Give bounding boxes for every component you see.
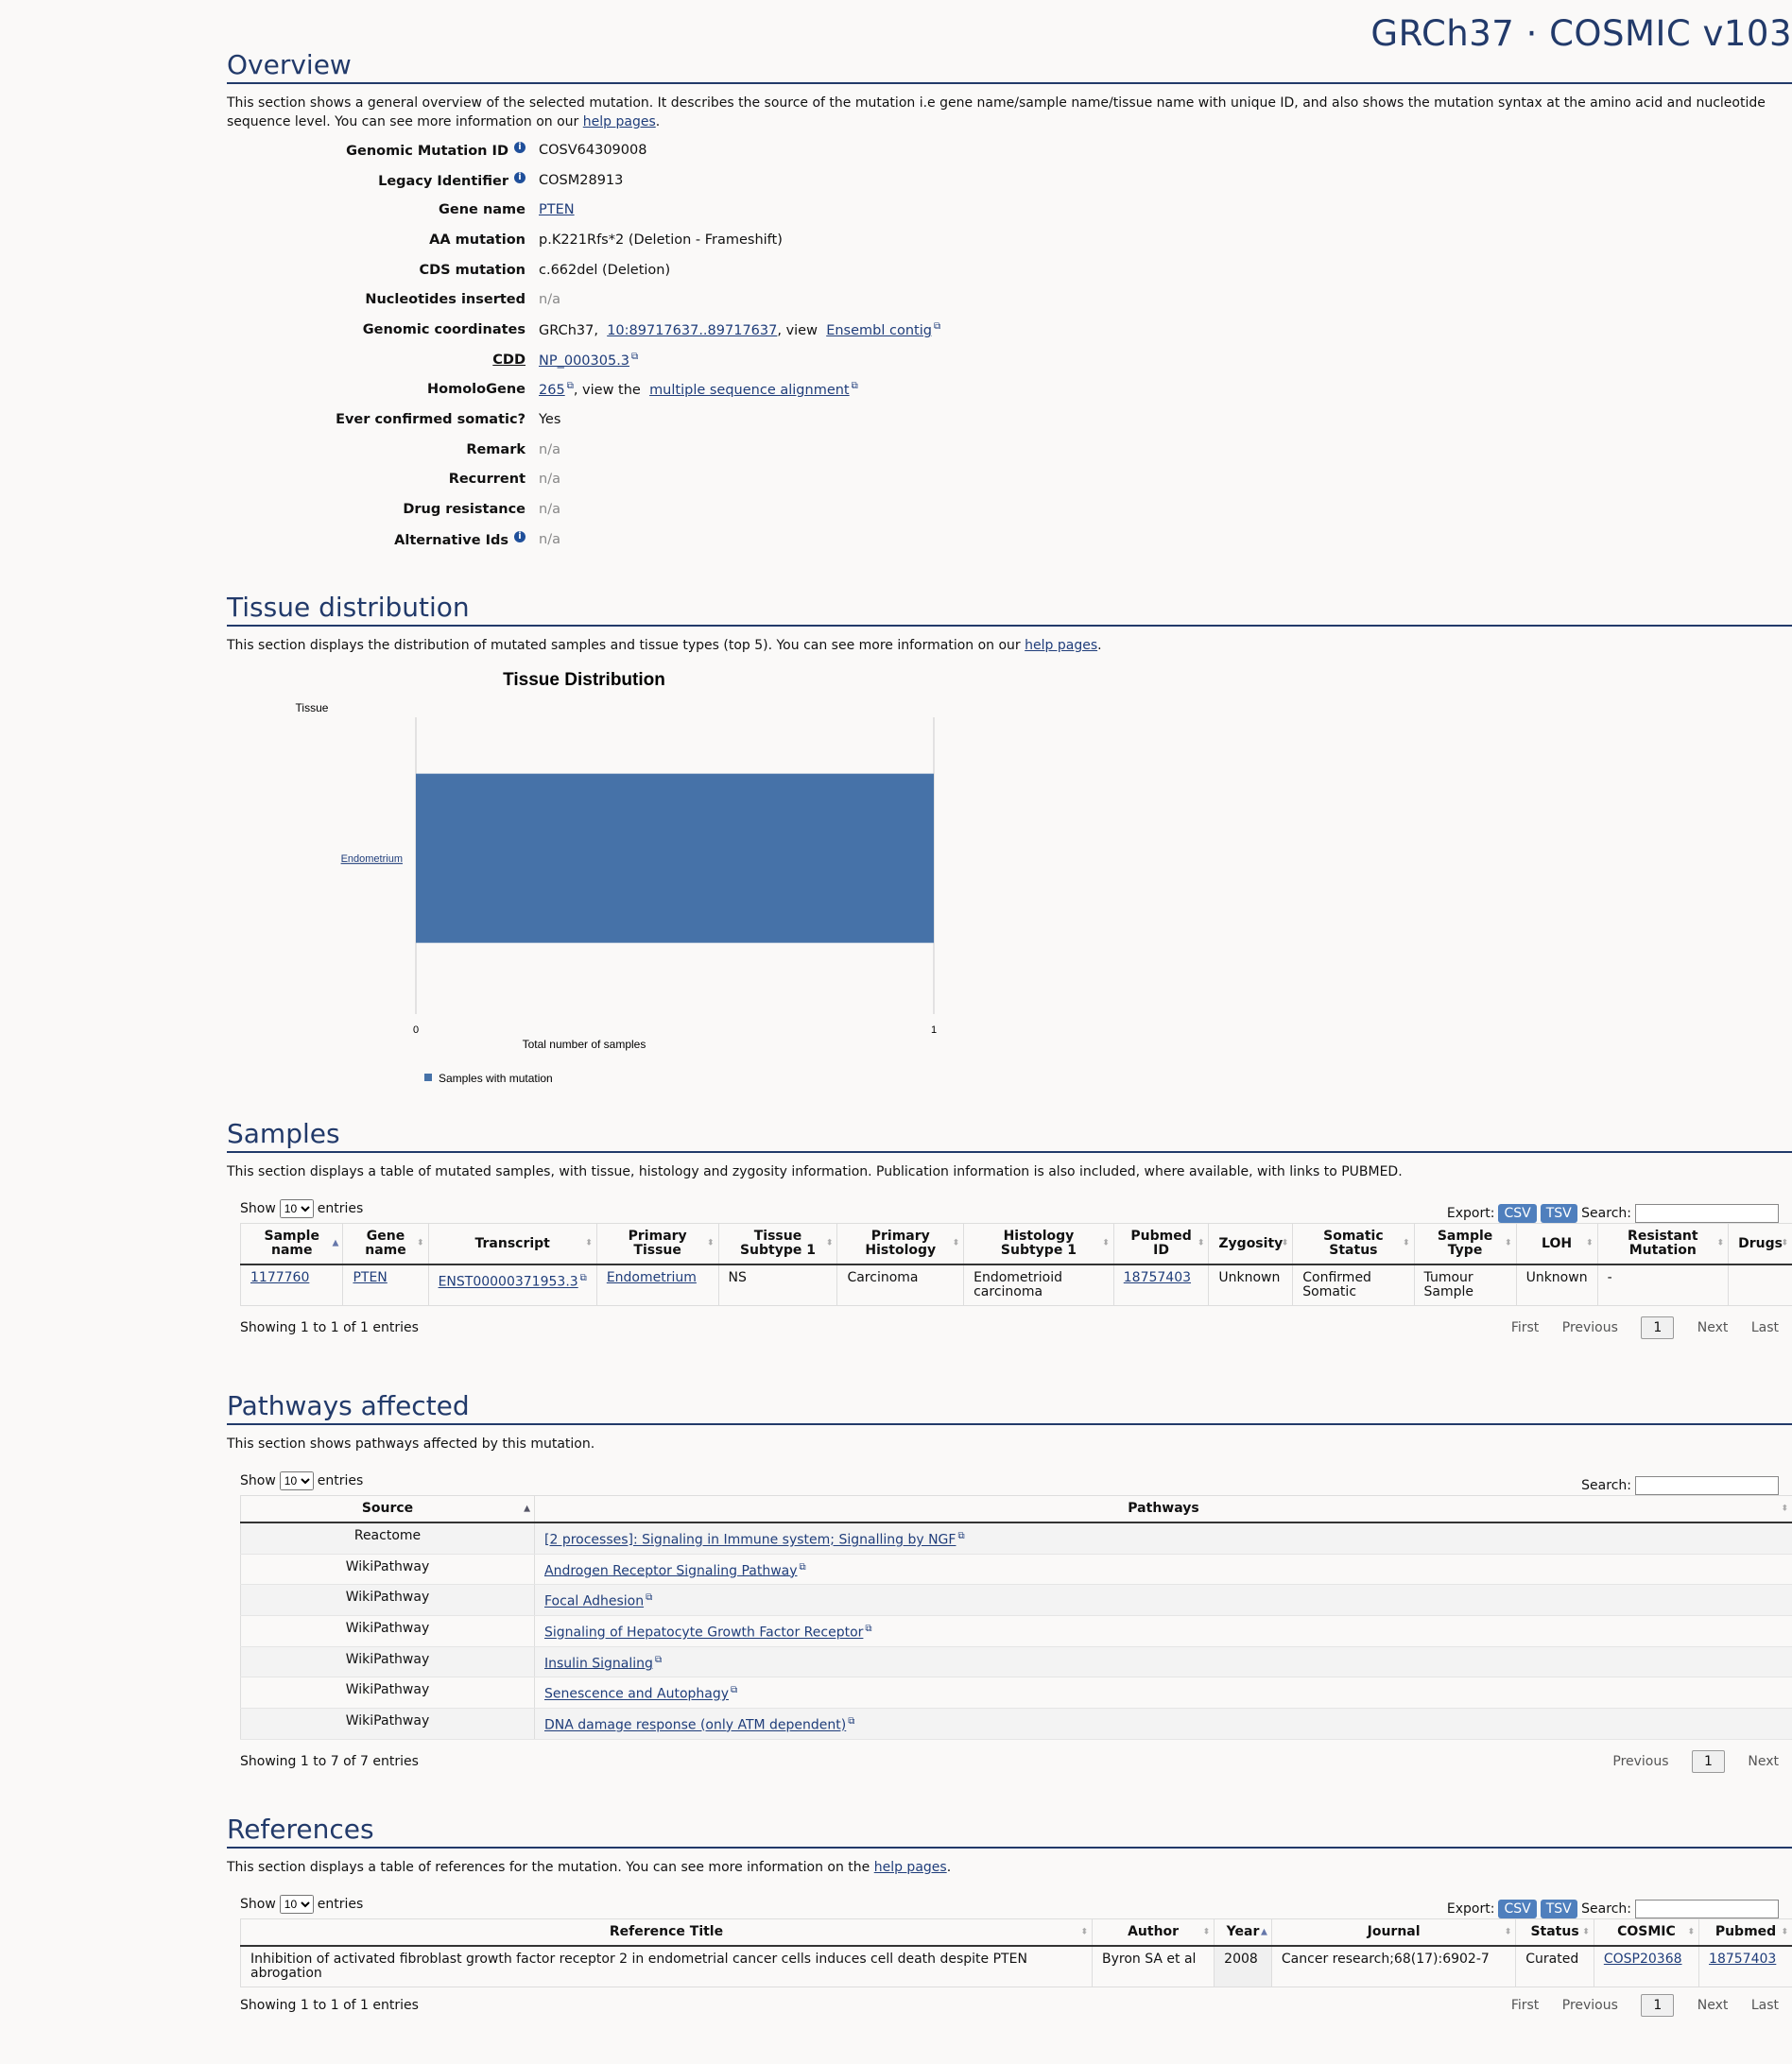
table-row: [241, 1615, 1792, 1646]
transcript-link[interactable]: ENST00000371953.3: [438, 1274, 578, 1290]
homologene-link[interactable]: 265: [539, 383, 565, 399]
external-link-icon: ⧉: [957, 1531, 965, 1541]
sort-icon: ⬍: [1102, 1238, 1110, 1248]
cell-hist-subtype: Endometrioid carcinoma: [964, 1264, 1114, 1306]
row-cds-mutation: [227, 255, 1792, 285]
table-row: [241, 1677, 1792, 1709]
cell-author: Byron SA et al: [1093, 1946, 1215, 1987]
external-link-icon: ⧉: [851, 381, 858, 392]
tissue-desc-text: This section displays the distribution of mutated samples and tissue types (top 5). You can see more information on our: [227, 638, 1025, 653]
column-label: LOH: [1542, 1235, 1573, 1251]
row-alternative-ids: [227, 525, 1792, 555]
sort-icon: ⬍: [1716, 1238, 1725, 1248]
table-row: [241, 1708, 1792, 1739]
samples-table: [240, 1223, 1792, 1306]
recurrent-value: n/a: [539, 472, 560, 488]
sort-icon: ⬍: [1402, 1238, 1410, 1248]
column-header-sample-name[interactable]: [241, 1224, 343, 1265]
cell-source: WikiPathway: [241, 1708, 535, 1739]
column-label: Somatic Status: [1323, 1229, 1384, 1258]
references-desc-text: This section displays a table of references for the mutation. You can see more information on the: [227, 1860, 874, 1875]
entries-label: entries: [317, 1473, 364, 1488]
pubmed-link[interactable]: 18757403: [1123, 1270, 1192, 1285]
row-genomic-id: [227, 135, 1792, 165]
row-legacy-id: [227, 165, 1792, 196]
sort-icon: ⬍: [417, 1238, 424, 1248]
column-header-pubmed[interactable]: [1699, 1919, 1792, 1947]
sort-icon: ⬍: [706, 1238, 715, 1248]
pathway-link[interactable]: Androgen Receptor Signaling Pathway: [544, 1563, 798, 1579]
samples-pagination: [1492, 1316, 1779, 1339]
external-link-icon: ⧉: [646, 1592, 653, 1604]
label-recurrent: Recurrent: [448, 472, 526, 488]
column-label: Transcript: [474, 1235, 550, 1251]
column-header-loh[interactable]: [1516, 1224, 1597, 1265]
coords-prefix: GRCh37,: [539, 322, 603, 338]
export-label: Export:: [1446, 1206, 1495, 1221]
drug-resistance-value: n/a: [539, 502, 560, 518]
category-label[interactable]: Endometrium: [340, 853, 403, 866]
overview-heading: Overview: [227, 49, 1792, 84]
table-row: [241, 1646, 1792, 1677]
show-label: Show: [240, 1201, 276, 1216]
cell-year: 2008: [1215, 1946, 1272, 1987]
column-header-sample-type[interactable]: [1414, 1224, 1516, 1265]
tissue-help-link[interactable]: help pages: [1025, 638, 1098, 653]
column-header-tissue-subtype-1[interactable]: [718, 1224, 837, 1265]
gene-link[interactable]: PTEN: [353, 1270, 388, 1285]
cell-source: WikiPathway: [241, 1554, 535, 1585]
sample-link[interactable]: 1177760: [250, 1270, 310, 1285]
next-page-button[interactable]: Next: [1697, 1320, 1729, 1335]
pathways-length-control: [240, 1471, 363, 1490]
sort-icon: ⬍: [825, 1238, 834, 1248]
column-header-primary-tissue[interactable]: [596, 1224, 718, 1265]
chart-title: Tissue Distribution: [503, 670, 665, 690]
label-cds-mutation: CDS mutation: [419, 262, 526, 278]
column-header-drugs[interactable]: [1729, 1224, 1792, 1265]
cell-ref-title: Inhibition of activated fibroblast growth factor receptor 2 in endometrial cancer cells induces cell death despite PTEN abrogation: [241, 1946, 1093, 1987]
column-label: Histology Subtype 1: [1000, 1229, 1077, 1258]
column-header-source[interactable]: [241, 1496, 535, 1523]
column-header-histology-subtype-1[interactable]: [964, 1224, 1114, 1265]
show-label: Show: [240, 1473, 276, 1488]
column-header-gene-name[interactable]: [343, 1224, 428, 1265]
pathway-link[interactable]: Focal Adhesion: [544, 1593, 645, 1609]
label-aa-mutation: AA mutation: [429, 232, 526, 248]
column-label: Primary Tissue: [628, 1229, 687, 1258]
external-link-icon: ⧉: [631, 351, 639, 362]
column-header-year[interactable]: [1215, 1919, 1272, 1947]
cell-subtype: NS: [718, 1264, 837, 1306]
next-page-button[interactable]: Next: [1697, 1998, 1729, 2013]
tissue-section: [227, 592, 1792, 1127]
column-header-primary-histology[interactable]: [837, 1224, 964, 1265]
cell-source: WikiPathway: [241, 1615, 535, 1646]
table-row: [241, 1264, 1792, 1306]
row-nucleotides: [227, 284, 1792, 315]
label-remark: Remark: [466, 441, 526, 457]
label-drug-resistance: Drug resistance: [403, 502, 526, 518]
sort-icon: ⬍: [1781, 1927, 1788, 1936]
info-icon[interactable]: i: [514, 172, 526, 183]
table-row: [241, 1522, 1792, 1554]
references-section: [227, 1814, 1792, 2021]
overview-help-link[interactable]: help pages: [582, 114, 656, 129]
cell-histology: Carcinoma: [837, 1264, 964, 1306]
column-label: Tissue Subtype 1: [739, 1229, 816, 1258]
samples-info: Showing 1 to 1 of 1 entries: [240, 1320, 419, 1335]
pathways-pagination: [1594, 1750, 1779, 1773]
column-label: Pubmed ID: [1130, 1229, 1192, 1258]
label-legacy-id: Legacy Identifier: [378, 173, 508, 189]
column-label: Pubmed: [1714, 1924, 1777, 1939]
row-drug-resistance: [227, 494, 1792, 525]
legend-label: Samples with mutation: [439, 1072, 553, 1085]
tissue-link[interactable]: Endometrium: [606, 1270, 697, 1285]
sort-icon: ⬍: [1504, 1927, 1512, 1936]
external-link-icon: ⧉: [799, 1561, 806, 1573]
row-gene-name: [227, 195, 1792, 225]
entries-label: entries: [317, 1201, 364, 1216]
external-link-icon: ⧉: [731, 1685, 738, 1696]
overview-section: [227, 49, 1792, 555]
remark-value: n/a: [539, 441, 560, 457]
column-label: Primary Histology: [865, 1229, 937, 1258]
overview-desc-text: This section shows a general overview of the selected mutation. It describes the source of the mutation i.e gene name/sample name/tissue name with unique ID, and also shows the mutation syntax at the amino acid and nucleotide sequence level. You can see more information on our: [227, 95, 1766, 129]
sort-icon: ⬍: [1202, 1927, 1211, 1936]
external-link-icon: ⧉: [865, 1623, 872, 1634]
row-remark: [227, 435, 1792, 465]
external-link-icon: ⧉: [579, 1273, 587, 1283]
table-row: [241, 1585, 1792, 1616]
column-label: Zygosity: [1218, 1235, 1284, 1251]
column-header-journal[interactable]: [1271, 1919, 1515, 1947]
samples-section: [227, 1118, 1792, 1344]
row-confirmed: [227, 404, 1792, 435]
column-header-reference-title[interactable]: [241, 1919, 1093, 1947]
label-homologene: HomoloGene: [427, 382, 526, 398]
sort-asc-icon: ▲: [524, 1504, 530, 1513]
column-label: Year: [1226, 1924, 1260, 1939]
references-help-link[interactable]: help pages: [873, 1860, 947, 1875]
pathways-table: [240, 1495, 1792, 1740]
column-header-author[interactable]: [1093, 1919, 1215, 1947]
column-header-cosmic[interactable]: [1594, 1919, 1698, 1947]
aa-mutation-value: p.K221Rfs*2 (Deletion - Frameshift): [539, 232, 783, 248]
label-coordinates: Genomic coordinates: [362, 321, 526, 337]
cell-pathway: [535, 1585, 1792, 1616]
row-cdd: [227, 345, 1792, 375]
label-genomic-id: Genomic Mutation ID: [346, 143, 508, 159]
sort-icon: ⬍: [1781, 1504, 1788, 1513]
tissue-heading: Tissue distribution: [227, 592, 1792, 627]
column-header-pubmed-id[interactable]: [1113, 1224, 1209, 1265]
cell-pathway: [535, 1677, 1792, 1709]
references-pagination: [1492, 1994, 1779, 2017]
first-page-button[interactable]: First: [1510, 1998, 1540, 2013]
tissue-distribution-chart: [227, 655, 945, 1127]
sort-icon: ⬍: [1197, 1238, 1205, 1248]
references-search-input[interactable]: [1635, 1900, 1779, 1918]
external-link-icon: ⧉: [654, 1654, 663, 1665]
x-axis-label: Total number of samples: [522, 1038, 646, 1051]
row-recurrent: [227, 465, 1792, 495]
pathways-search-input[interactable]: [1635, 1476, 1779, 1495]
pathways-section: [227, 1390, 1792, 1778]
cell-pathway: [535, 1522, 1792, 1554]
pathway-link[interactable]: Signaling of Hepatocyte Growth Factor Receptor: [544, 1625, 864, 1641]
pathways-description: This section shows pathways affected by this mutation.: [227, 1436, 595, 1452]
column-label: Author: [1128, 1924, 1180, 1939]
references-info: Showing 1 to 1 of 1 entries: [240, 1998, 419, 2013]
samples-search-input[interactable]: [1635, 1204, 1779, 1223]
samples-length-control: [240, 1199, 363, 1218]
legend-swatch: [424, 1074, 432, 1081]
references-table: [240, 1918, 1792, 1987]
column-header-resistant-mutation[interactable]: [1597, 1224, 1728, 1265]
cell-pathway: [535, 1554, 1792, 1585]
pathways-page-size-select[interactable]: [280, 1471, 314, 1490]
column-header-transcript[interactable]: [428, 1224, 596, 1265]
row-aa-mutation: [227, 225, 1792, 255]
label-nucleotides: Nucleotides inserted: [365, 292, 526, 308]
gene-link[interactable]: PTEN: [539, 202, 575, 218]
references-description: This section displays a table of references for the mutation. You can see more information on the help pages.: [227, 1860, 952, 1875]
row-coordinates: [227, 315, 1792, 345]
external-link-icon: ⧉: [566, 381, 574, 392]
external-link-icon: ⧉: [848, 1715, 855, 1727]
sort-icon: ⬍: [1080, 1927, 1088, 1936]
column-header-zygosity[interactable]: [1209, 1224, 1293, 1265]
pathway-link[interactable]: Senescence and Autophagy: [544, 1686, 730, 1702]
references-length-control: [240, 1895, 363, 1914]
coords-mid: , view: [777, 322, 822, 338]
column-label: Status: [1530, 1924, 1579, 1939]
nucleotides-value: n/a: [539, 292, 560, 308]
search-label: Search:: [1581, 1478, 1631, 1493]
sort-icon: ⬍: [1781, 1238, 1788, 1248]
cell-source: Reactome: [241, 1522, 535, 1554]
info-icon[interactable]: i: [514, 531, 526, 542]
cell-pathway: [535, 1708, 1792, 1739]
last-page-button[interactable]: Last: [1750, 1998, 1779, 2013]
column-header-status[interactable]: [1516, 1919, 1594, 1947]
sort-asc-icon: ▲: [1260, 1927, 1267, 1936]
sort-icon: ⬍: [1505, 1238, 1512, 1248]
column-label: Sample Type: [1437, 1229, 1493, 1258]
cosmic-study-link[interactable]: COSP20368: [1603, 1952, 1682, 1967]
previous-page-button[interactable]: Previous: [1561, 1998, 1618, 2013]
column-header-pathways[interactable]: [535, 1496, 1792, 1523]
previous-page-button[interactable]: Previous: [1612, 1753, 1669, 1769]
page-title: GRCh37 · COSMIC v103: [1370, 13, 1792, 54]
previous-page-button[interactable]: Previous: [1561, 1320, 1618, 1335]
homologene-mid: , view the: [573, 383, 646, 399]
cds-mutation-value: c.662del (Deletion): [539, 262, 671, 278]
cell-zygosity: Unknown: [1209, 1264, 1293, 1306]
column-label: Sample name: [264, 1229, 319, 1258]
column-label: COSMIC: [1617, 1924, 1676, 1939]
cell-loh: Unknown: [1516, 1264, 1597, 1306]
external-link-icon: ⧉: [933, 321, 941, 333]
overview-description: This section shows a general overview of the selected mutation. It describes the source of the mutation i.e gene name/sample name/tissue name with unique ID, and also shows the mutation syntax at the amino acid and nucleotide sequence level. You can see more information on our help pages.: [227, 95, 1766, 129]
x-tick-label: 1: [930, 1024, 938, 1036]
sort-icon: ⬍: [1687, 1927, 1696, 1936]
column-label: Drugs: [1738, 1235, 1783, 1251]
sort-icon: ⬍: [585, 1238, 593, 1248]
cell-journal: Cancer research;68(17):6902-7: [1271, 1946, 1515, 1987]
first-page-button[interactable]: First: [1510, 1320, 1540, 1335]
pathway-link[interactable]: [2 processes]: Signaling in Immune system; Signalling by NGF: [544, 1532, 956, 1548]
pathway-link[interactable]: Insulin Signaling: [544, 1656, 653, 1672]
sort-icon: ⬍: [952, 1238, 960, 1248]
cell-source: WikiPathway: [241, 1677, 535, 1709]
confirmed-value: Yes: [539, 412, 561, 428]
column-label: Journal: [1367, 1924, 1421, 1939]
column-label: Reference Title: [609, 1924, 724, 1939]
alternative-ids-value: n/a: [539, 531, 560, 547]
references-page-size-select[interactable]: [280, 1895, 314, 1914]
pathways-heading: Pathways affected: [227, 1390, 1792, 1425]
cdd-link[interactable]: NP_000305.3: [539, 353, 630, 369]
column-label: Resistant Mutation: [1628, 1229, 1698, 1258]
x-tick-label: 0: [412, 1024, 420, 1036]
legacy-id-value: COSM28913: [539, 172, 624, 188]
tsv-export-button[interactable]: TSV: [1541, 1900, 1577, 1918]
label-gene-name: Gene name: [439, 202, 526, 218]
y-axis-label: Tissue: [295, 701, 329, 714]
search-label: Search:: [1581, 1901, 1631, 1917]
cell-drugs: [1729, 1264, 1792, 1306]
entries-label: entries: [317, 1897, 364, 1912]
csv-export-button[interactable]: CSV: [1498, 1900, 1536, 1918]
cell-resistant: -: [1597, 1264, 1728, 1306]
column-label: Gene name: [365, 1229, 406, 1258]
cell-sample-type: Tumour Sample: [1414, 1264, 1516, 1306]
last-page-button[interactable]: Last: [1750, 1320, 1779, 1335]
label-alternative-ids: Alternative Ids: [394, 532, 508, 548]
label-cdd: CDD: [492, 352, 526, 368]
samples-page-size-select[interactable]: [280, 1199, 314, 1218]
tissue-description: This section displays the distribution of mutated samples and tissue types (top 5). You can see more information on our help pages.: [227, 638, 1102, 653]
samples-description: This section displays a table of mutated samples, with tissue, histology and zygosity information. Publication information is also included, where available, with links to PUBMED.: [227, 1164, 1403, 1179]
cell-status: Curated: [1516, 1946, 1594, 1987]
sort-icon: ⬍: [1281, 1238, 1289, 1248]
current-page-button[interactable]: 1: [1692, 1750, 1725, 1773]
pathway-link[interactable]: DNA damage response (only ATM dependent): [544, 1717, 847, 1733]
references-heading: References: [227, 1814, 1792, 1849]
pathways-info: Showing 1 to 7 of 7 entries: [240, 1753, 419, 1769]
alignment-link[interactable]: multiple sequence alignment: [649, 383, 850, 399]
ensembl-contig-link[interactable]: Ensembl contig: [826, 322, 932, 338]
export-label: Export:: [1446, 1901, 1495, 1917]
sort-asc-icon: ▲: [332, 1238, 339, 1248]
csv-export-button[interactable]: CSV: [1498, 1204, 1536, 1223]
pubmed-link[interactable]: 18757403: [1709, 1952, 1777, 1967]
search-label: Search:: [1581, 1206, 1631, 1221]
samples-heading: Samples: [227, 1118, 1792, 1153]
coords-link[interactable]: 10:89717637..89717637: [607, 322, 778, 338]
cell-source: WikiPathway: [241, 1646, 535, 1677]
row-homologene: [227, 375, 1792, 405]
sort-icon: ⬍: [1582, 1927, 1590, 1936]
current-page-button[interactable]: 1: [1641, 1994, 1674, 2017]
column-header-somatic-status[interactable]: [1293, 1224, 1414, 1265]
cell-pathway: [535, 1615, 1792, 1646]
bar: [416, 774, 934, 943]
cell-pathway: [535, 1646, 1792, 1677]
current-page-button[interactable]: 1: [1641, 1316, 1674, 1339]
label-confirmed: Ever confirmed somatic?: [336, 412, 526, 428]
tsv-export-button[interactable]: TSV: [1541, 1204, 1577, 1223]
column-label: Source: [361, 1501, 414, 1516]
cell-somatic: Confirmed Somatic: [1293, 1264, 1414, 1306]
show-label: Show: [240, 1897, 276, 1912]
table-row: [241, 1554, 1792, 1585]
next-page-button[interactable]: Next: [1748, 1753, 1779, 1769]
cell-source: WikiPathway: [241, 1585, 535, 1616]
sort-icon: ⬍: [1586, 1238, 1594, 1248]
column-label: Pathways: [1128, 1501, 1199, 1516]
genomic-id-value: COSV64309008: [539, 142, 647, 158]
table-row: [241, 1946, 1792, 1987]
info-icon[interactable]: i: [514, 142, 526, 153]
